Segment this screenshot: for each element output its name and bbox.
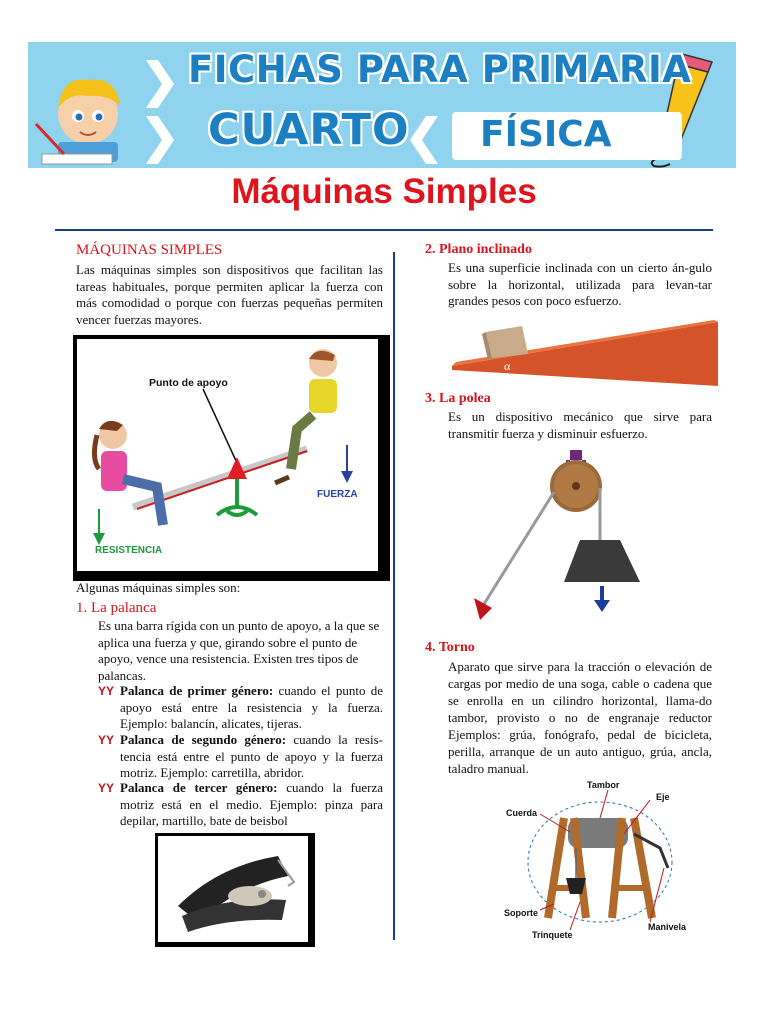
banner-title: FICHAS PARA PRIMARIA: [188, 48, 692, 91]
bullet-text: cuando la fuerza motriz está en el medio. Ejemplo: pinza para depilar, martillo, bate de beisbol: [120, 780, 383, 828]
staple-remover-figure: [155, 833, 315, 947]
winch-paragraph: Aparato que sirve para la tracción o elevación de cargas por medio de una soga, cable o cadena que se enrolla en un cilindro horizontal, llama-do tambor, provisto o no de engranaje reductor Ejemplos: grúa, fonógrafo, pedal de bicicleta, perilla, arranque de un auto antiguo, grúa, ancla, taladro manual.: [448, 659, 712, 776]
pulley-illustration: [470, 448, 650, 624]
bullet-term: Palanca de segundo género:: [120, 732, 287, 747]
resistance-label: RESISTENCIA: [95, 545, 163, 556]
intro-paragraph: Las máquinas simples son dispositivos que facilitan las tareas habituales, porque permiten aplicar la fuerza con más comodidad o porque con fuerzas pequeñas permiten vencer fuerzas mayores.: [76, 262, 383, 327]
seesaw-figure: [73, 335, 390, 581]
staple-remover-illustration: [158, 836, 308, 942]
support-label: Soporte: [504, 908, 539, 918]
axis-label: Eje: [656, 792, 670, 802]
rope-label: Cuerda: [506, 808, 538, 818]
banner-subject: FÍSICA: [480, 114, 612, 155]
seesaw-illustration: [77, 339, 378, 571]
bullet-text: cuando la resis-tencia está entre el punto de apoyo y la fuerza motriz. Ejemplo: carretilla, abridor.: [120, 732, 383, 780]
section-heading-lever: 1. La palanca: [76, 600, 157, 616]
angle-label: α: [504, 359, 511, 373]
lever-bullet-third-class: [98, 780, 383, 830]
kid-illustration: [36, 80, 120, 164]
lever-bullet-second-class: [98, 732, 383, 782]
bullet-text: cuando el punto de apoyo está entre la resistencia y la fuerza. Ejemplo: balancín, alicates, tijeras.: [120, 683, 383, 731]
page-title: Máquinas Simples: [231, 172, 537, 211]
winch-figure: [500, 778, 700, 942]
pivot-label: Punto de apoyo: [149, 377, 228, 389]
bullet-term: Palanca de primer género:: [120, 683, 274, 698]
column-divider: [393, 252, 395, 940]
bullet-mark: YY: [98, 781, 115, 795]
lever-bullet-first-class: [98, 683, 383, 733]
lever-paragraph: Es una barra rígida con un punto de apoyo, a la que se aplica una fuerza y que, girando sobre el punto de apoyo, vence una resistencia. Existen tres tipos de palancas.: [98, 618, 380, 683]
section-heading-pulley: 3. La polea: [425, 391, 491, 406]
pulley-paragraph: Es un dispositivo mecánico que sirve para transmitir fuerza y disminuir esfuerzo.: [448, 409, 712, 441]
drum-label: Tambor: [587, 780, 620, 790]
crank-label: Manivela: [648, 922, 687, 932]
bullet-mark: YY: [98, 684, 115, 698]
title-divider: [55, 229, 713, 231]
ratchet-label: Trinquete: [532, 930, 573, 940]
banner-grade: CUARTO: [208, 105, 410, 155]
section-heading-ramp: 2. Plano inclinado: [425, 242, 532, 257]
force-label: FUERZA: [317, 489, 358, 500]
bullet-mark: YY: [98, 733, 115, 747]
bullet-term: Palanca de tercer género:: [120, 780, 278, 795]
header-banner: [28, 42, 736, 168]
some-machines-text: Algunas máquinas simples son:: [76, 580, 241, 595]
inclined-plane-illustration: [446, 318, 720, 390]
section-heading-simple-machines: MÁQUINAS SIMPLES: [76, 242, 223, 258]
section-heading-winch: 4. Torno: [425, 640, 475, 655]
ramp-paragraph: Es una superficie inclinada con un cierto án-gulo sobre la horizontal, utilizada para levan-tar grandes pesos con poco esfuerzo.: [448, 260, 712, 308]
